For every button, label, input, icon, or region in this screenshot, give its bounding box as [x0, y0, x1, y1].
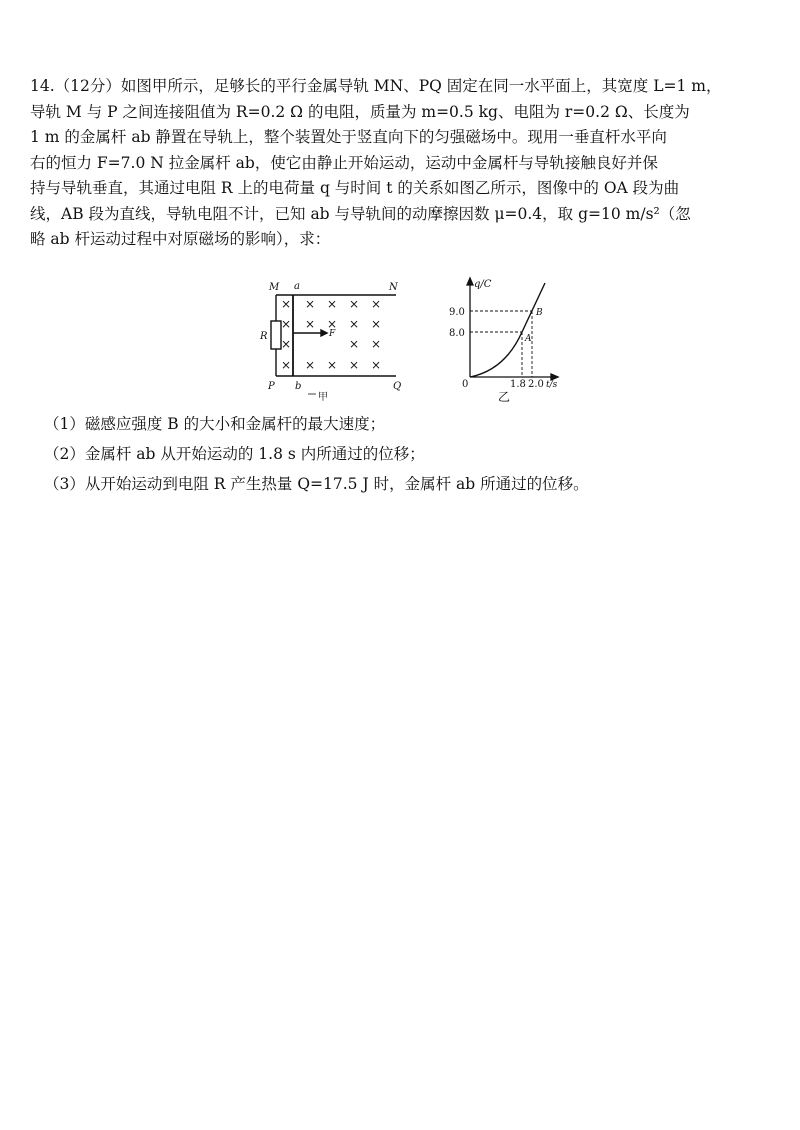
- label-a: a: [294, 281, 300, 292]
- caption-jia: 甲: [318, 392, 328, 403]
- caption-yi: 乙: [498, 390, 511, 404]
- field-cross: ×: [280, 317, 292, 331]
- figures: [250, 275, 580, 410]
- origin: 0: [462, 379, 469, 390]
- question-2: （2）金属杆 ab 从开始运动的 1.8 s 内所通过的位移；: [44, 445, 425, 463]
- field-cross: ×: [370, 358, 382, 372]
- problem-line: 导轨 M 与 P 之间连接阻值为 R=0.2 Ω 的电阻，质量为 m=0.5 kg、电阻为 r=0.2 Ω、长度为: [30, 102, 690, 121]
- field-cross: ×: [304, 317, 316, 331]
- problem-line: 14.（12分）如图甲所示，足够长的平行金属导轨 MN、PQ 固定在同一水平面上，其宽度 L=1 m，: [30, 77, 722, 95]
- tick-1.8: 1.8: [510, 379, 526, 390]
- label-Q: Q: [393, 381, 402, 392]
- axis-label-q: q/C: [474, 279, 492, 290]
- problem-line: 略 ab 杆运动过程中对原磁场的影响），求：: [30, 230, 331, 248]
- axis-label-t: t/s: [546, 380, 558, 390]
- question-1: （1）磁感应强度 B 的大小和金属杆的最大速度；: [44, 415, 386, 433]
- field-cross: ×: [370, 297, 382, 311]
- question-3: （3）从开始运动到电阻 R 产生热量 Q=17.5 J 时，金属杆 ab 所通过的位移。: [44, 475, 589, 493]
- field-cross: ×: [348, 297, 360, 311]
- field-cross: ×: [326, 317, 338, 331]
- label-R: R: [260, 331, 268, 342]
- label-F: F: [329, 329, 336, 339]
- y-axis-arrowhead: [467, 278, 473, 285]
- curve-OA: [470, 332, 522, 377]
- problem-line: 线，AB 段为直线，导轨电阻不计，已知 ab 与导轨间的动摩擦因数 μ=0.4，取 g=10 m/s²（忽: [30, 204, 691, 223]
- label-M: M: [269, 282, 280, 293]
- point-A: A: [525, 334, 532, 344]
- label-N: N: [389, 282, 398, 293]
- field-cross: ×: [304, 358, 316, 372]
- tick-9: 9.0: [449, 307, 465, 318]
- label-b: b: [295, 381, 302, 392]
- problem-line: 1 m 的金属杆 ab 静置在导轨上，整个装置处于竖直向下的匀强磁场中。现用一垂直杆水平向: [30, 128, 667, 146]
- field-cross: ×: [326, 297, 338, 311]
- problem-statement: [30, 74, 775, 253]
- field-cross: ×: [370, 337, 382, 351]
- tick-2.0: 2.0: [528, 379, 544, 390]
- field-cross: ×: [326, 358, 338, 372]
- problem-line: 右的恒力 F=7.0 N 拉金属杆 ab，使它由静止开始运动，运动中金属杆与导轨接触良好并保: [30, 153, 658, 172]
- problem-line: 持与导轨垂直，其通过电阻 R 上的电荷量 q 与时间 t 的关系如图乙所示，图像中的 OA 段为曲: [30, 179, 680, 197]
- field-cross: ×: [348, 317, 360, 331]
- field-cross: ×: [304, 297, 316, 311]
- figure-yi: [440, 275, 580, 410]
- field-cross: ×: [280, 337, 292, 351]
- resistor-R: [271, 321, 281, 349]
- label-P: P: [268, 381, 275, 392]
- field-cross: ×: [280, 358, 292, 372]
- field-cross: ×: [370, 317, 382, 331]
- field-cross: ×: [280, 297, 292, 311]
- field-cross: ×: [348, 337, 360, 351]
- tick-8: 8.0: [449, 328, 465, 339]
- field-cross: ×: [348, 358, 360, 372]
- point-B: B: [536, 308, 543, 318]
- figure-jia: [250, 275, 410, 410]
